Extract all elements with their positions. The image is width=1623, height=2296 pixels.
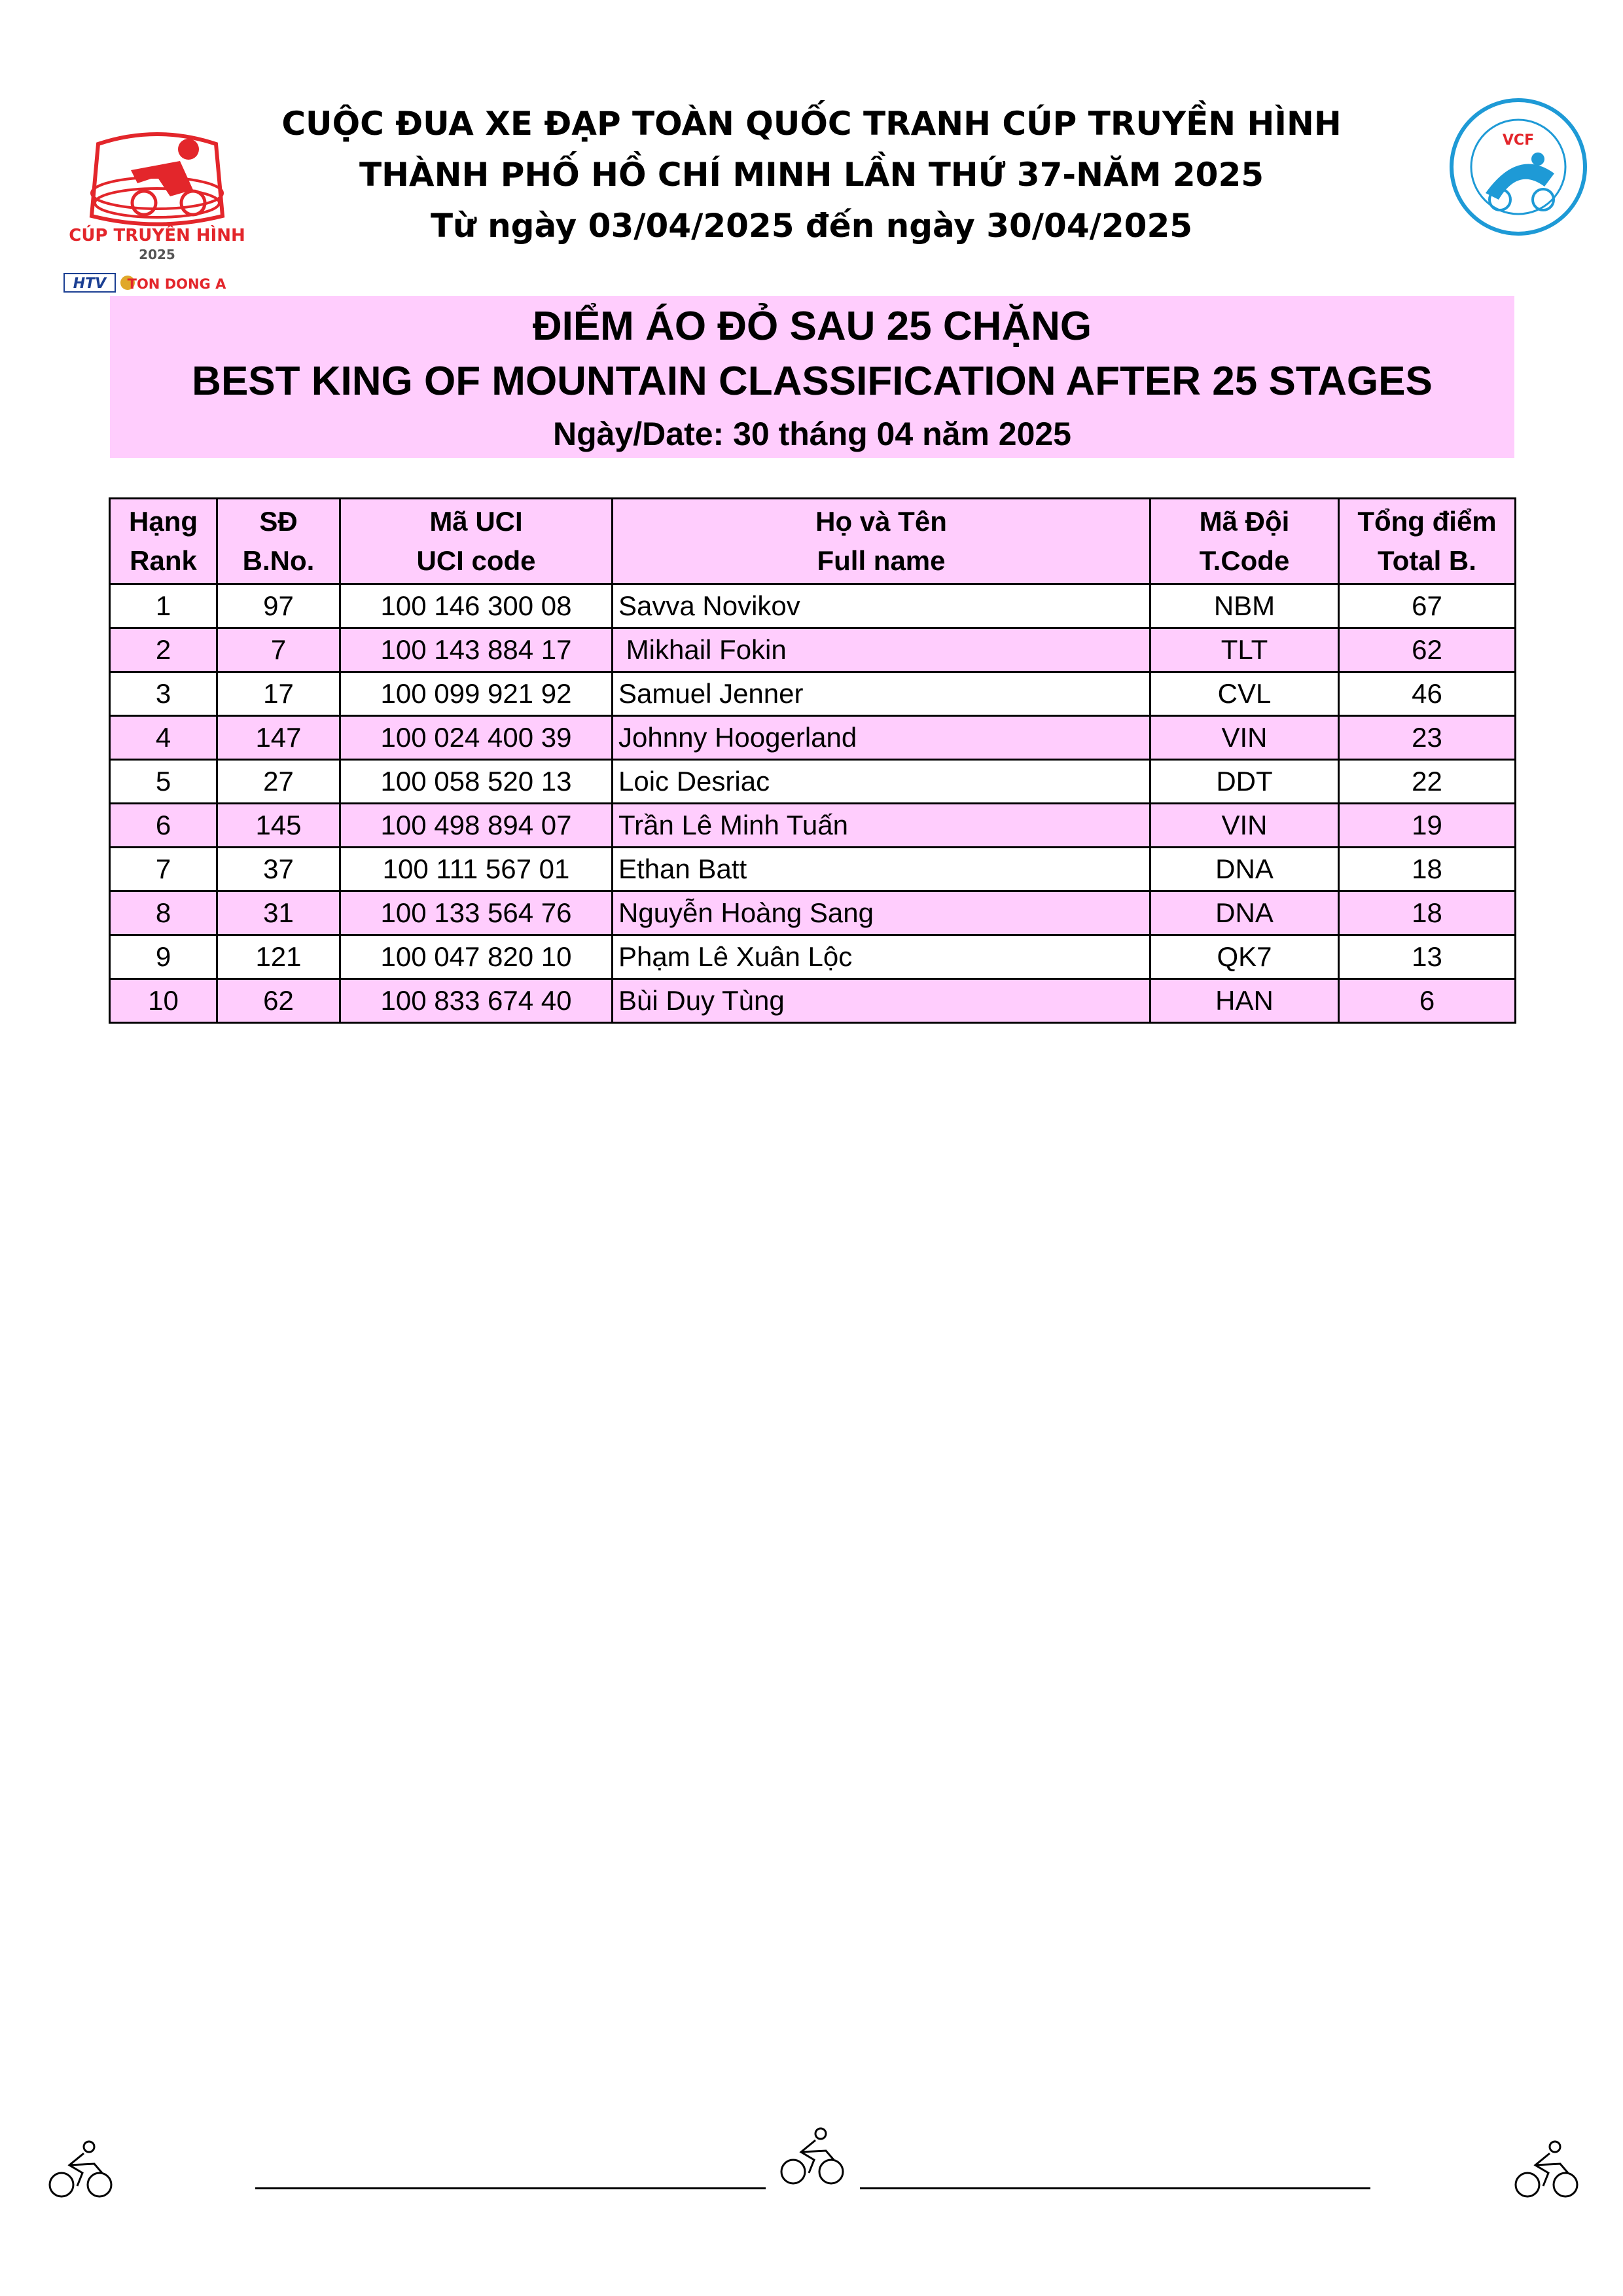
cyclist-icon	[1509, 2132, 1581, 2204]
cell-uci: 100 133 564 76	[340, 891, 613, 935]
cell-name: Trần Lê Minh Tuấn	[613, 804, 1150, 848]
logo-sponsor-2: TON DONG A	[127, 276, 226, 292]
table-row	[110, 628, 1516, 672]
cell-uci: 100 058 520 13	[340, 760, 613, 804]
cell-bib: 121	[217, 935, 340, 979]
logo-text-1: CÚP TRUYỀN HÌNH	[69, 226, 245, 245]
cell-team: DNA	[1150, 848, 1339, 891]
cell-bib: 27	[217, 760, 340, 804]
cyclist-icon	[43, 2132, 115, 2204]
cell-uci: 100 143 884 17	[340, 628, 613, 672]
cell-team: DDT	[1150, 760, 1339, 804]
cell-total: 22	[1339, 760, 1516, 804]
table-row	[110, 760, 1516, 804]
cell-rank: 2	[110, 628, 217, 672]
header-line-1: CUỘC ĐUA XE ĐẠP TOÀN QUỐC TRANH CÚP TRUYỀN HÌNH	[281, 105, 1342, 143]
cell-uci: 100 111 567 01	[340, 848, 613, 891]
cell-team: VIN	[1150, 716, 1339, 760]
cell-uci: 100 146 300 08	[340, 584, 613, 628]
cell-rank: 3	[110, 672, 217, 716]
results-table	[109, 497, 1516, 1024]
cell-uci: 100 099 921 92	[340, 672, 613, 716]
cell-name: Ethan Batt	[613, 848, 1150, 891]
cell-uci: 100 833 674 40	[340, 979, 613, 1023]
table-header-row	[110, 499, 1516, 584]
cell-rank: 5	[110, 760, 217, 804]
cell-bib: 97	[217, 584, 340, 628]
cell-bib: 31	[217, 891, 340, 935]
header-team-code: Mã Đội T.Code	[1150, 499, 1339, 584]
cell-total: 18	[1339, 891, 1516, 935]
header-line-3: Từ ngày 03/04/2025 đến ngày 30/04/2025	[430, 207, 1193, 245]
cell-bib: 37	[217, 848, 340, 891]
cell-total: 18	[1339, 848, 1516, 891]
cell-name: Nguyễn Hoàng Sang	[613, 891, 1150, 935]
cell-total: 23	[1339, 716, 1516, 760]
cell-team: HAN	[1150, 979, 1339, 1023]
header-line-2: THÀNH PHỐ HỒ CHÍ MINH LẦN THỨ 37-NĂM 2025	[359, 156, 1264, 194]
cell-total: 67	[1339, 584, 1516, 628]
signature-line-right	[860, 2187, 1370, 2189]
cell-uci: 100 024 400 39	[340, 716, 613, 760]
table-row	[110, 672, 1516, 716]
table-row	[110, 848, 1516, 891]
cup-truyen-hinh-logo	[46, 98, 268, 314]
cell-name: Savva Novikov	[613, 584, 1150, 628]
title-date: Ngày/Date: 30 tháng 04 năm 2025	[553, 416, 1071, 452]
cell-team: TLT	[1150, 628, 1339, 672]
classification-title-box	[110, 296, 1514, 458]
logo-sponsor-1: HTV	[73, 276, 107, 292]
cell-rank: 6	[110, 804, 217, 848]
cell-team: CVL	[1150, 672, 1339, 716]
signature-line-left	[255, 2187, 766, 2189]
cell-team: DNA	[1150, 891, 1339, 935]
cell-rank: 8	[110, 891, 217, 935]
table-row	[110, 716, 1516, 760]
cell-total: 19	[1339, 804, 1516, 848]
title-english: BEST KING OF MOUNTAIN CLASSIFICATION AFTER 25 STAGES	[192, 359, 1433, 404]
table-row	[110, 979, 1516, 1023]
header-uci-code: Mã UCI UCI code	[340, 499, 613, 584]
cell-bib: 145	[217, 804, 340, 848]
table-row	[110, 584, 1516, 628]
cell-team: NBM	[1150, 584, 1339, 628]
cell-total: 62	[1339, 628, 1516, 672]
table-row	[110, 891, 1516, 935]
cell-name: Phạm Lê Xuân Lộc	[613, 935, 1150, 979]
cell-total: 13	[1339, 935, 1516, 979]
cell-uci: 100 498 894 07	[340, 804, 613, 848]
cell-name: Johnny Hoogerland	[613, 716, 1150, 760]
header-total: Tổng điểm Total B.	[1339, 499, 1516, 584]
cell-name: Bùi Duy Tùng	[613, 979, 1150, 1023]
header-bib: SĐ B.No.	[217, 499, 340, 584]
title-vietnamese: ĐIỂM ÁO ĐỎ SAU 25 CHẶNG	[532, 304, 1092, 349]
cell-bib: 7	[217, 628, 340, 672]
cell-rank: 7	[110, 848, 217, 891]
event-header	[275, 98, 1348, 251]
vcf-text: VCF	[1502, 132, 1535, 149]
cell-rank: 10	[110, 979, 217, 1023]
cell-team: QK7	[1150, 935, 1339, 979]
cell-name: Samuel Jenner	[613, 672, 1150, 716]
cell-rank: 4	[110, 716, 217, 760]
table-row	[110, 935, 1516, 979]
table-row	[110, 804, 1516, 848]
cell-total: 46	[1339, 672, 1516, 716]
logo-text-2: 2025	[139, 247, 175, 262]
cell-team: VIN	[1150, 804, 1339, 848]
vcf-logo	[1446, 95, 1590, 239]
cell-uci: 100 047 820 10	[340, 935, 613, 979]
header-rank: Hạng Rank	[110, 499, 217, 584]
cell-rank: 9	[110, 935, 217, 979]
cyclist-icon	[775, 2119, 847, 2191]
cell-name: Mikhail Fokin	[613, 628, 1150, 672]
cell-name: Loic Desriac	[613, 760, 1150, 804]
cell-bib: 62	[217, 979, 340, 1023]
cell-rank: 1	[110, 584, 217, 628]
cell-bib: 17	[217, 672, 340, 716]
cell-bib: 147	[217, 716, 340, 760]
header-full-name: Họ và Tên Full name	[613, 499, 1150, 584]
cell-total: 6	[1339, 979, 1516, 1023]
